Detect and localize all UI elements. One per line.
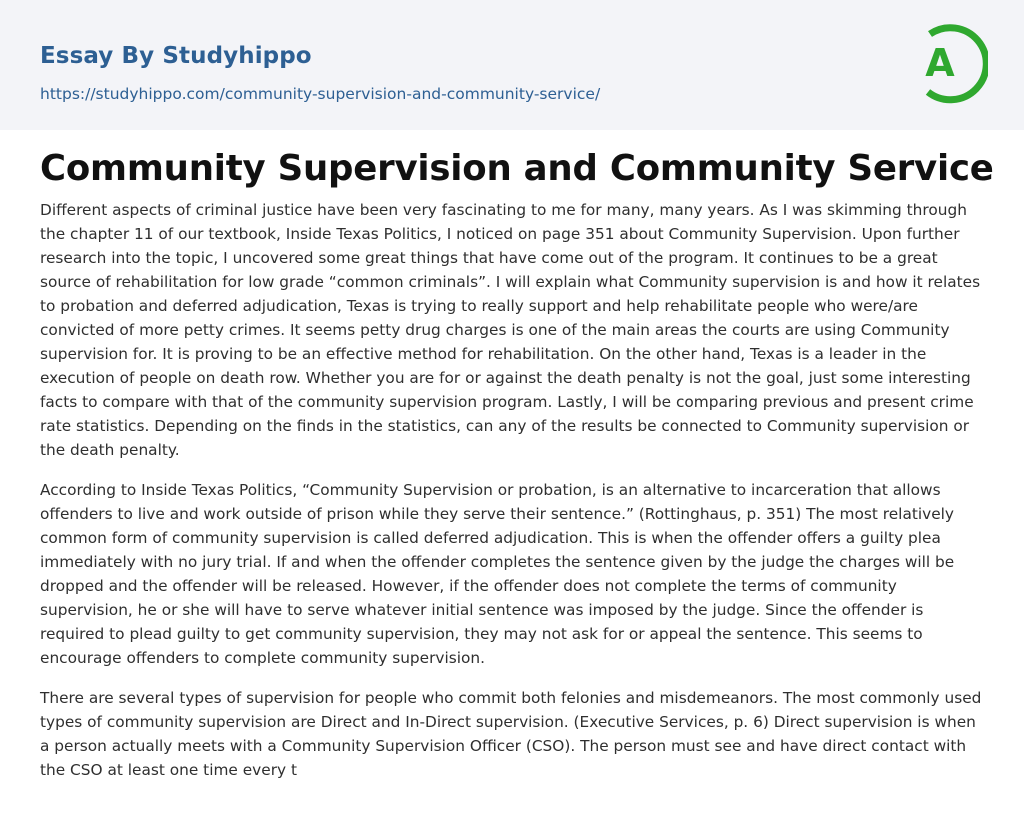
logo-letter: A [925, 41, 955, 85]
paragraph-1: Different aspects of criminal justice have been very fascinating to me for many, many years. As I was skimming through the chapter 11 of our textbook, Inside Texas Politics, I noticed on page 351 about Community Supervision. Upon further research into the topic, I uncovered some great things that have come out of the program. It continues to be a great source of rehabilitation for low grade “common criminals”. I will explain what Community supervision is and how it relates to probation and deferred adjudication, Texas is trying to really support and help rehabilitate people who were/are convicted of more petty crimes. It seems petty drug charges is one of the main areas the courts are using Community supervision for. It is proving to be an effective method for rehabilitation. On the other hand, Texas is a leader in the execution of people on death row. Whether you are for or against the death penalty is not the goal, just some interesting facts to compare with that of the community supervision program. Lastly, I will be comparing previous and present crime rate statistics. Depending on the finds in the statistics, can any of the results be connected to Community supervision or the death penalty. [40, 201, 981, 459]
article-content [0, 146, 1024, 782]
page-url-link[interactable]: https://studyhippo.com/community-supervision-and-community-service/ [40, 85, 601, 103]
studyhippo-logo-icon[interactable] [912, 20, 988, 106]
paragraph-3: There are several types of supervision for people who commit both felonies and misdemeanors. The most commonly used types of community supervision are Direct and In-Direct supervision. (Executive Services, p. 6) Direct supervision is when a person actually meets with a Community Supervision Officer (CSO). The person must see and have direct contact with the CSO at least one time every t [40, 689, 982, 779]
brand-name[interactable]: Essay By Studyhippo [40, 43, 312, 69]
site-header [0, 0, 1024, 130]
page-title: Community Supervision and Community Service [40, 148, 994, 189]
paragraph-2: According to Inside Texas Politics, “Community Supervision or probation, is an alternative to incarceration that allows offenders to live and work outside of prison while they serve their sentence.” (Rottinghaus, p. 351) The most relatively common form of community supervision is called deferred adjudication. This is when the offender offers a guilty plea immediately with no jury trial. If and when the offender completes the sentence given by the judge the charges will be dropped and the offender will be released. However, if the offender does not complete the terms of community supervision, he or she will have to serve whatever initial sentence was imposed by the judge. Since the offender is required to plead guilty to get community supervision, they may not ask for or appeal the sentence. This seems to encourage offenders to complete community supervision. [40, 481, 955, 667]
